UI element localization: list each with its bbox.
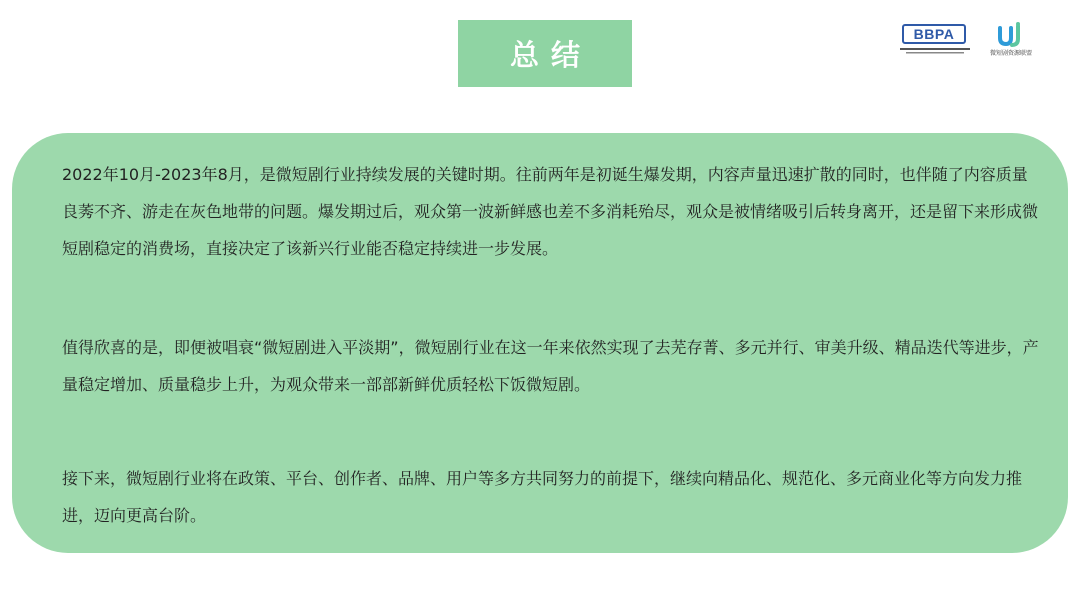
bbpa-logo-frame	[902, 24, 966, 44]
uj-logo-label: 微短剧资源联盟	[989, 50, 1032, 57]
uj-logo	[980, 22, 1042, 62]
paragraph-2: 值得欣喜的是，即便被唱衰“微短剧进入平淡期”，微短剧行业在这一年来依然实现了去芜存菁、多元并行、审美升级、精品迭代等进步，产量稳定增加、质量稳步上升，为观众带来一部部新鲜优质轻松下饭微短剧。	[62, 338, 1039, 394]
paragraph-1: 2022年10月-2023年8月，是微短剧行业持续发展的关键时期。往前两年是初诞生爆发期，内容声量迅速扩散的同时，也伴随了内容质量良莠不齐、游走在灰色地带的问题。爆发期过后，观众第一波新鲜感也差不多消耗殆尽，观众是被情绪吸引后转身离开，还是留下来形成微短剧稳定的消费场，直接决定了该新兴行业能否稳定持续进一步发展。	[62, 165, 1039, 258]
logo-group	[896, 22, 1046, 62]
bbpa-logo	[896, 22, 974, 62]
bbpa-logo-subtitle-graphic	[896, 47, 974, 57]
paragraph-3: 接下来，微短剧行业将在政策、平台、创作者、品牌、用户等多方共同努力的前提下，继续向精品化、规范化、多元商业化等方向发力推进，迈向更高台阶。	[62, 469, 1023, 525]
bbpa-logo-text: BBPA	[913, 26, 955, 42]
uj-logo-mark-icon	[980, 22, 1042, 48]
title-banner	[458, 20, 632, 87]
page-title: 总结	[509, 38, 592, 72]
